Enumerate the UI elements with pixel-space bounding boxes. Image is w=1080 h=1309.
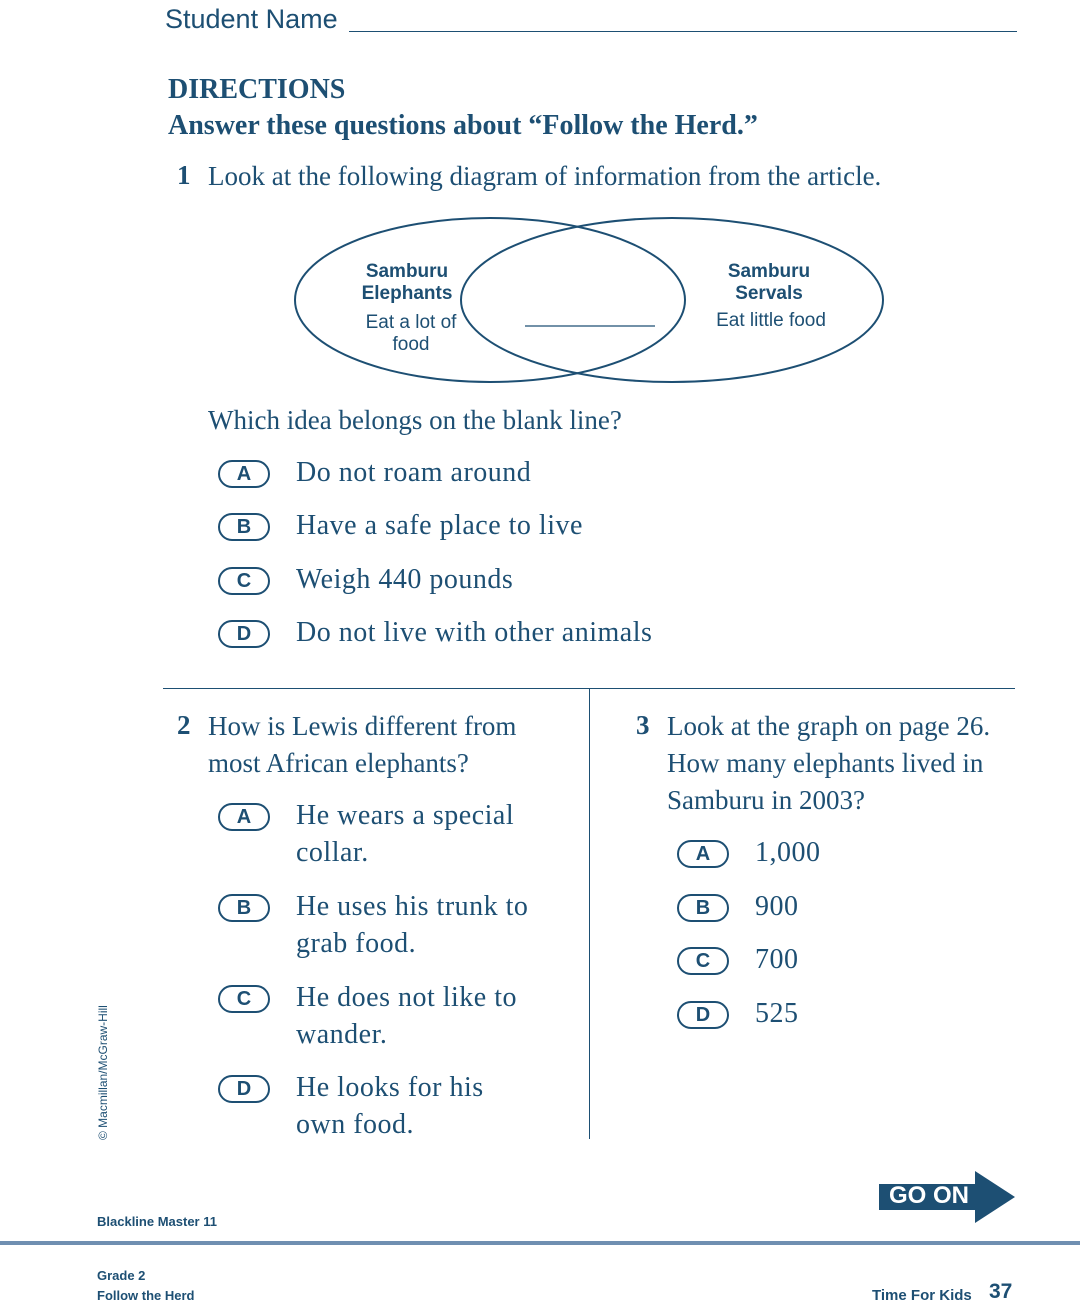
- option-b-text-line-1: He uses his trunk to: [296, 891, 529, 922]
- question-2-prompt-line-2: most African elephants?: [208, 748, 469, 778]
- question-3-prompt-line-1: Look at the graph on page 26.: [667, 711, 991, 741]
- venn-left-title-2: Elephants: [361, 283, 453, 304]
- option-d-text-line-2: own food.: [296, 1109, 415, 1140]
- venn-left-circle: [295, 218, 685, 382]
- option-b-text: Have a safe place to live: [296, 510, 583, 541]
- brand-label: Time For Kids: [872, 1287, 972, 1304]
- option-c-text-line-1: He does not like to: [296, 982, 518, 1013]
- option-b-bubble[interactable]: B: [677, 894, 729, 922]
- option-b-text-line-2: grab food.: [296, 928, 417, 959]
- option-b-bubble[interactable]: B: [218, 894, 270, 922]
- directions-heading: DIRECTIONS: [168, 74, 346, 105]
- grade-label: Grade 2: [97, 1268, 146, 1283]
- option-a-bubble[interactable]: A: [218, 460, 270, 488]
- question-3-number: 3: [636, 710, 650, 740]
- blackline-master-label: Blackline Master 11: [97, 1214, 217, 1229]
- option-d-bubble[interactable]: D: [218, 1075, 270, 1103]
- option-c-bubble[interactable]: C: [218, 567, 270, 595]
- option-a-bubble[interactable]: A: [677, 840, 729, 868]
- question-2-number: 2: [177, 710, 191, 740]
- footer-rule: [0, 1241, 1080, 1245]
- option-b-text: 900: [755, 891, 799, 922]
- question-1-prompt: Look at the following diagram of information from the article.: [208, 161, 882, 191]
- go-on-label: GO ON: [889, 1182, 970, 1209]
- venn-left-body-2: food: [392, 334, 430, 355]
- option-c-bubble[interactable]: C: [677, 947, 729, 975]
- venn-right-body-1: Eat little food: [716, 310, 826, 331]
- question-3-prompt-line-3: Samburu in 2003?: [667, 785, 865, 815]
- option-a-text: Do not roam around: [296, 457, 532, 488]
- question-1-number: 1: [177, 160, 191, 190]
- question-1-question: Which idea belongs on the blank line?: [208, 405, 622, 435]
- option-d-bubble[interactable]: D: [218, 620, 270, 648]
- option-a-bubble[interactable]: A: [218, 803, 270, 831]
- option-d-text: 525: [755, 998, 799, 1029]
- student-name-line[interactable]: [349, 31, 1017, 32]
- student-name-label: Student Name: [165, 4, 338, 34]
- option-a-text-line-1: He wears a special: [296, 800, 515, 831]
- option-c-text: Weigh 440 pounds: [296, 564, 514, 595]
- venn-right-circle: [461, 218, 883, 382]
- question-2-prompt-line-1: How is Lewis different from: [208, 711, 517, 741]
- section-divider-vertical: [589, 689, 590, 1139]
- option-d-bubble[interactable]: D: [677, 1001, 729, 1029]
- page-number: 37: [989, 1280, 1013, 1303]
- option-a-text-line-2: collar.: [296, 837, 369, 868]
- option-d-text: Do not live with other animals: [296, 617, 653, 648]
- option-c-text-line-2: wander.: [296, 1019, 388, 1050]
- venn-diagram: [280, 205, 890, 390]
- venn-left-title-1: Samburu: [365, 261, 449, 282]
- venn-right-title-1: Samburu: [727, 261, 811, 282]
- venn-left-body-1: Eat a lot of: [365, 312, 457, 333]
- copyright-notice: © Macmillan/McGraw-Hill: [96, 1005, 110, 1140]
- unit-title: Follow the Herd: [97, 1288, 195, 1303]
- option-d-text-line-1: He looks for his: [296, 1072, 484, 1103]
- directions-text: Answer these questions about “Follow the Herd.”: [168, 110, 758, 141]
- option-c-text: 700: [755, 944, 799, 975]
- option-c-bubble[interactable]: C: [218, 985, 270, 1013]
- question-3-prompt-line-2: How many elephants lived in: [667, 748, 984, 778]
- option-a-text: 1,000: [755, 837, 821, 868]
- venn-right-title-2: Servals: [735, 283, 803, 304]
- option-b-bubble[interactable]: B: [218, 513, 270, 541]
